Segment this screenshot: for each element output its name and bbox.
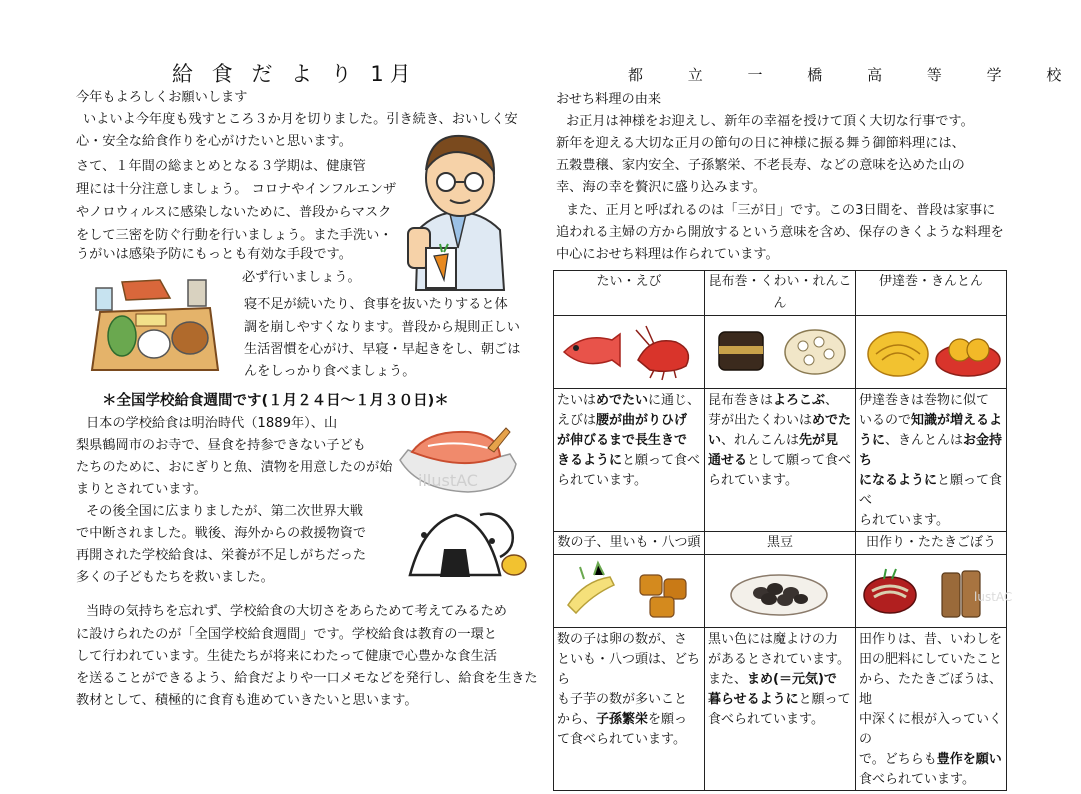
closing-line: 当時の気持ちを忘れず、学校給食の大切さをあらためて考えてみるため — [86, 604, 507, 619]
osechi-line: 幸、海の幸を贅沢に盛り込みます。 — [556, 180, 766, 195]
tai-ebi-description: たいはめでたいに通じ、 えびは腰が曲がりひげ が伸びるまで長生きで きるようにと願って食べ られています。 — [554, 389, 705, 532]
kobumaki-picture — [705, 316, 856, 389]
school-name: 都 立 一 橋 高 等 学 校 — [628, 66, 1081, 84]
intro-line: やノロウィルスに感染しないために、普段からマスク — [76, 205, 392, 220]
page-title: 給 食 だ よ り 1月 — [172, 62, 417, 86]
kelp-roll-lotus-illustration — [705, 316, 855, 388]
history-line: 再開された学校給食は、栄養が不足しがちだった — [76, 548, 367, 563]
history-line: まりとされています。 — [76, 482, 207, 497]
sleep-line: んをしっかり食べましょう。 — [244, 364, 416, 379]
tazukuri-picture — [856, 555, 1013, 628]
kazunoko-description: 数の子は卵の数が、さ といも・八つ頭は、どちら も子芋の数が多いこと から、子孫繁栄を願っ て食べられています。 — [554, 628, 705, 791]
greeting: 今年もよろしくお願いします — [76, 90, 248, 105]
datemaki-kinton-illustration — [856, 316, 1006, 388]
history-line: 梨県鶴岡市のお寺で、昼食を持参できない子ども — [76, 438, 366, 453]
closing-line: に設けられたのが「全国学校給食週間」です。学校給食は教育の一環と — [76, 627, 497, 642]
lunch-week-heading: ＊全国学校給食週間です(１月２４日～１月３０日)＊ — [102, 393, 449, 409]
sleep-line: 生活習慣を心がけ、早寝・早起きをし、朝ごは — [244, 342, 521, 357]
black-beans-illustration — [705, 555, 855, 627]
closing-line: を送ることができるよう、給食だよりや一口メモなどを発行し、給食を生きた — [76, 671, 538, 686]
table-header: 伊達巻・きんとん — [856, 271, 1007, 316]
nutritionist-illustration — [396, 120, 520, 292]
history-line: 日本の学校給食は明治時代（1889年）、山 — [86, 416, 338, 431]
dried-sardines-burdock-illustration — [856, 555, 1013, 627]
sea-bream-shrimp-illustration — [554, 316, 704, 388]
herring-roe-taro-illustration — [554, 555, 704, 627]
table-header: 昆布巻・くわい・れんこん — [705, 271, 856, 316]
watermark-text: lustAC — [974, 590, 1013, 604]
osechi-line: 五穀豊穣、家内安全、子孫繁栄、不老長寿、などの意味を込めた山の — [556, 158, 965, 173]
osechi-line: 中心におせち料理は作られています。 — [556, 247, 779, 262]
osechi-line: 追われる主婦の方から開放するという意味を含め、保存のきくような料理を — [556, 225, 1004, 240]
intro-line: うがいは感染予防にもっとも有効な手段です。 — [76, 247, 352, 262]
history-line: で中断されました。戦後、海外からの救援物資で — [76, 526, 367, 541]
kazunoko-picture — [554, 555, 705, 628]
intro-line: 心・安全な給食作りを心がけたいと思います。 — [76, 134, 352, 149]
tai-ebi-picture — [554, 316, 705, 389]
kobumaki-description: 昆布巻きはよろこぶ、 芽が出たくわいはめでた い、れんこんは先が見 通せるとして願って食べ られています。 — [705, 389, 856, 532]
history-line: たちのために、おにぎりと魚、漬物を用意したのが始 — [76, 460, 393, 475]
osechi-line: お正月は神様をお迎えし、新年の幸福を授けて頂く大切な行事です。 — [566, 114, 974, 129]
table-header: 田作り・たたきごぼう — [856, 532, 1007, 555]
history-line: 多くの子どもたちを救いました。 — [76, 570, 274, 585]
table-header: 数の子、里いも・八つ頭 — [554, 532, 705, 555]
osechi-line: また、正月と呼ばれるのは「三が日」です。この3日間を、普段は家事に — [566, 203, 996, 218]
kuromame-picture — [705, 555, 856, 628]
sleep-line: 調を崩しやすくなります。普段から規則正しい — [244, 320, 520, 335]
closing-line: 教材として、積極的に食育も進めていきたいと思います。 — [76, 693, 418, 708]
kuromame-description: 黒い色には魔よけの力 があるとされています。 また、まめ(＝元気)で 暮らせるようにと願って 食べられています。 — [705, 628, 856, 791]
table-header: たい・えび — [554, 271, 705, 316]
sleep-line: 寝不足が続いたり、食事を抜いたりすると体 — [244, 297, 508, 312]
closing-line: して行われています。生徒たちが将来にわたって健康で心豊かな食生活 — [76, 649, 497, 664]
intro-line: 必ず行いましょう。 — [242, 270, 361, 285]
datemaki-picture — [856, 316, 1007, 389]
intro-line: をして三密を防ぐ行動を行いましょう。また手洗い・ — [76, 228, 393, 243]
osechi-table — [553, 270, 1013, 791]
table-header: 黒豆 — [705, 532, 856, 555]
intro-line: いよいよ今年度も残すところ３か月を切りました。引き続き、おいしく安 — [83, 112, 518, 127]
onigiri-illustration — [404, 505, 530, 585]
tazukuri-description: 田作りは、昔、いわしを 田の肥料にしていたこと から、たたきごぼうは、地 中深くに根が入っていくの で。どちらも豊作を願い 食べられています。 — [856, 628, 1007, 791]
datemaki-description: 伊達巻きは巻物に似て いるので知識が増えるよ うに、きんとんはお金持ち になるようにと願って食べ られています。 — [856, 389, 1007, 532]
grilled-salmon-illustration — [398, 420, 518, 496]
history-line: その後全国に広まりましたが、第二次世界大戦 — [86, 504, 363, 519]
intro-line: 理には十分注意しましょう。 コロナやインフルエンザ — [76, 182, 397, 197]
watermark-text: illustAC — [418, 471, 478, 490]
breakfast-tray-illustration — [90, 272, 220, 374]
intro-line: さて、１年間の総まとめとなる３学期は、健康管 — [76, 159, 366, 174]
osechi-heading: おせち料理の由来 — [556, 92, 662, 107]
osechi-line: 新年を迎える大切な正月の節句の日に神様に振る舞う御節料理には、 — [556, 136, 965, 151]
